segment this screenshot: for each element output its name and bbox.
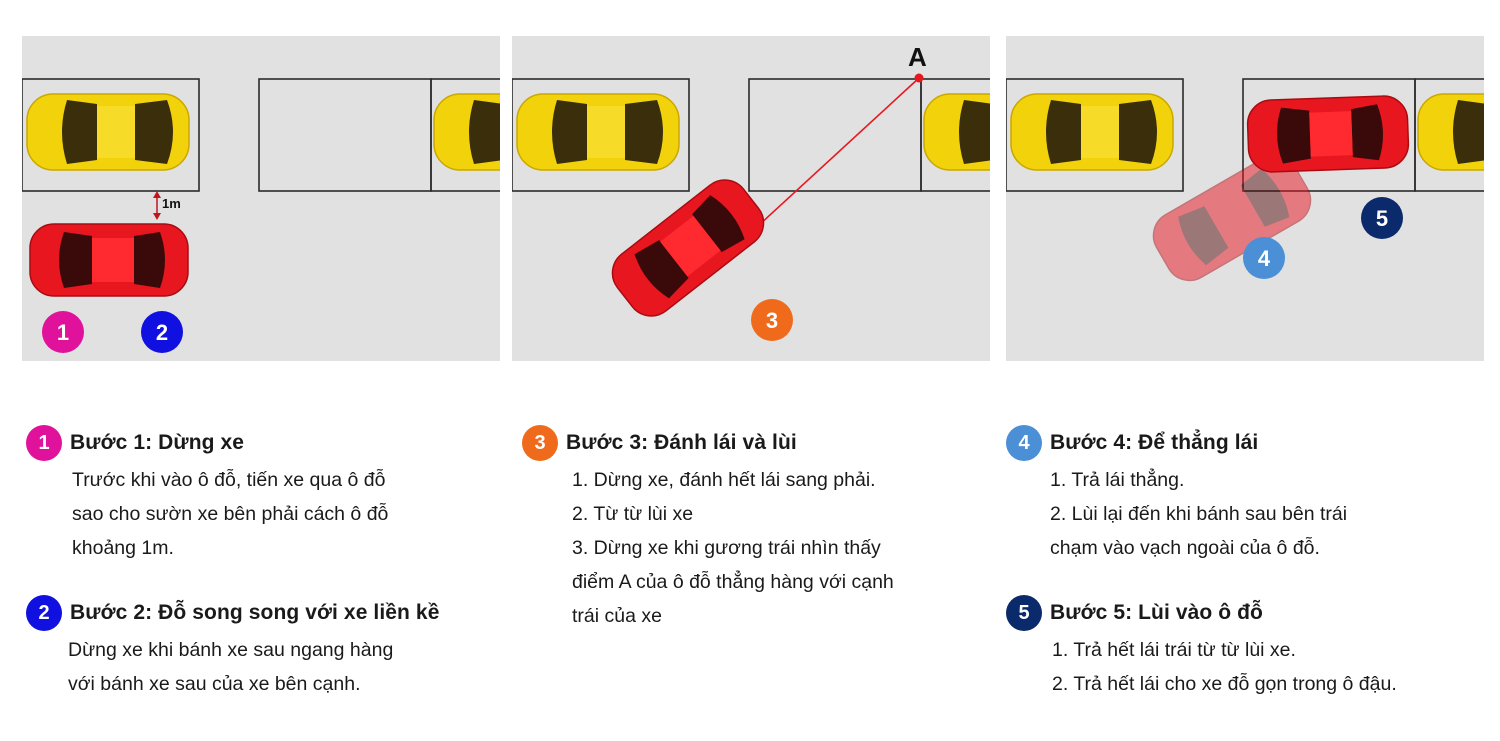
step-5-body	[1052, 633, 1397, 701]
step-3-marker	[751, 299, 793, 341]
yellow-car	[924, 94, 990, 170]
step-line: 2. Trả hết lái cho xe đỗ gọn trong ô đậu.	[1052, 673, 1397, 695]
red-car	[30, 224, 188, 296]
step-3-badge: 3	[522, 425, 558, 461]
step-line: Trước khi vào ô đỗ, tiến xe qua ô đỗ	[72, 469, 386, 491]
distance-label: 1m	[162, 196, 181, 211]
step-line: 2. Từ từ lùi xe	[572, 503, 694, 525]
step-4-marker	[1243, 237, 1285, 279]
step-3	[522, 425, 894, 633]
sight-line	[758, 78, 919, 226]
step-4-title: Bước 4: Để thẳng lái	[1050, 431, 1259, 454]
step-line: 1. Trả hết lái trái từ từ lùi xe.	[1052, 639, 1296, 661]
distance-marker	[153, 191, 161, 220]
step-5-badge: 5	[1006, 595, 1042, 631]
step-line: chạm vào vạch ngoài của ô đỗ.	[1050, 537, 1320, 559]
red-car	[603, 170, 773, 325]
svg-text:5: 5	[1375, 206, 1389, 231]
point-a-dot	[915, 74, 924, 83]
step-2-badge: 2	[26, 595, 62, 631]
step-4	[1006, 425, 1347, 565]
step-5-title: Bước 5: Lùi vào ô đỗ	[1050, 601, 1263, 624]
step-1-marker	[42, 311, 84, 353]
step-line: Dừng xe khi bánh xe sau ngang hàng	[68, 639, 394, 661]
yellow-car	[517, 94, 679, 170]
step-line: 1. Trả lái thẳng.	[1050, 469, 1185, 491]
step-1-title: Bước 1: Dừng xe	[70, 431, 245, 454]
step-5-marker	[1361, 197, 1403, 239]
step-4-badge: 4	[1006, 425, 1042, 461]
step-1	[26, 425, 388, 565]
step-line: điểm A của ô đỗ thẳng hàng với cạnh	[572, 571, 894, 593]
svg-text:1: 1	[56, 320, 70, 345]
step-3-body	[572, 463, 894, 633]
svg-text:2: 2	[155, 320, 169, 345]
parking-bay-empty	[749, 79, 921, 191]
step-line: sao cho sườn xe bên phải cách ô đỗ	[72, 503, 389, 525]
step-2-marker	[141, 311, 183, 353]
step-5	[1006, 595, 1397, 701]
step-line: 3. Dừng xe khi gương trái nhìn thấy	[572, 537, 881, 559]
yellow-car	[27, 94, 189, 170]
diagram-panel-2	[512, 36, 990, 361]
step-2-title: Bước 2: Đỗ song song với xe liền kề	[70, 601, 440, 624]
step-line: 2. Lùi lại đến khi bánh sau bên trái	[1050, 503, 1348, 525]
step-line: 1. Dừng xe, đánh hết lái sang phải.	[572, 469, 876, 491]
step-2	[26, 595, 439, 701]
point-a-label: A	[908, 42, 927, 72]
step-1-body	[72, 463, 388, 565]
step-line: với bánh xe sau của xe bên cạnh.	[68, 673, 361, 695]
step-line: khoảng 1m.	[72, 537, 174, 559]
yellow-car	[1011, 94, 1173, 170]
step-line: trái của xe	[572, 605, 662, 627]
step-3-title: Bước 3: Đánh lái và lùi	[566, 431, 797, 454]
svg-text:4: 4	[1257, 246, 1271, 271]
diagram-panel-1	[22, 36, 500, 361]
yellow-car	[434, 94, 500, 170]
yellow-car	[1418, 94, 1484, 170]
svg-text:3: 3	[765, 308, 779, 333]
diagram-panel-3	[1006, 36, 1484, 361]
step-4-body	[1050, 463, 1347, 565]
red-car	[1247, 95, 1409, 173]
parking-bay-empty	[259, 79, 431, 191]
step-1-badge: 1	[26, 425, 62, 461]
step-2-body	[68, 633, 439, 701]
